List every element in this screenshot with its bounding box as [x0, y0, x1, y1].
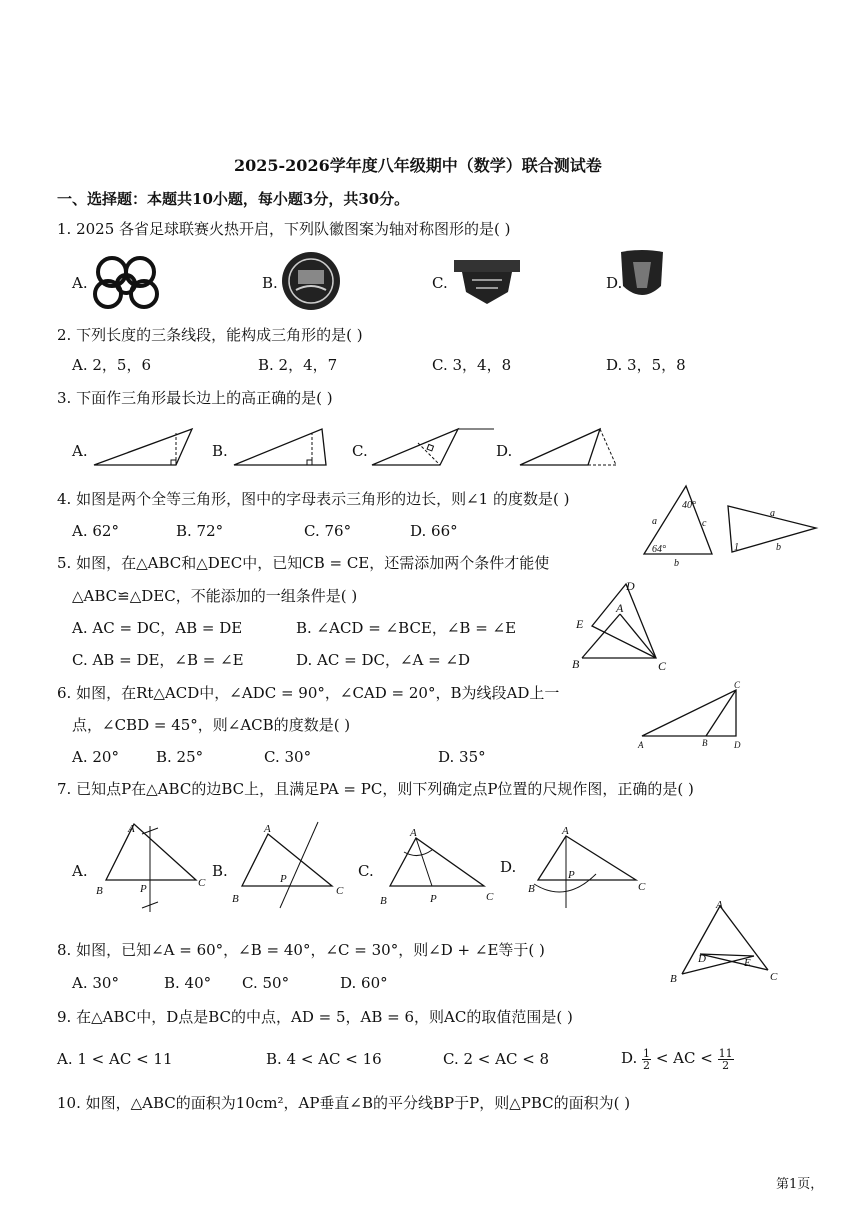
q5-label-b: B	[572, 657, 580, 670]
q9-frac-b-num: 11	[718, 1046, 733, 1060]
q8-label-b: B	[670, 973, 677, 985]
q8-label-e: E	[744, 957, 751, 969]
q7d-label-p: P	[568, 869, 575, 881]
q9-option-b: B. 4 < AC < 16	[266, 1050, 382, 1068]
q7d-label-a: A	[562, 825, 569, 837]
question-1-stem: 1. 2025 各省足球联赛火热开启，下列队徽图案为轴对称图形的是( )	[57, 220, 511, 238]
q2-option-b: B. 2，4，7	[258, 356, 338, 374]
q2-option-c: C. 3，4，8	[432, 356, 512, 374]
q7-figure-c	[376, 826, 496, 912]
question-8-stem: 8. 如图，已知∠A = 60°，∠B = 40°，∠C = 30°，则∠D + ∠E等于( )	[57, 941, 545, 959]
question-7-stem: 7. 已知点P在△ABC的边BC上，且满足PA = PC，则下列确定点P位置的尺规作图，正确的是( )	[57, 780, 694, 798]
q7-figure-a	[92, 820, 212, 916]
q1-option-a: A.	[72, 274, 88, 292]
q4-label-angle-64: 64°	[652, 544, 666, 555]
q5-figure	[570, 578, 670, 670]
q5-label-e: E	[576, 617, 584, 631]
q7-option-a: A.	[72, 862, 88, 880]
q7b-label-p: P	[280, 873, 287, 885]
q4-option-d: D. 66°	[410, 522, 458, 540]
q8-option-a: A. 30°	[72, 974, 119, 992]
team-badge-c-image	[452, 254, 522, 306]
question-6-stem: 6. 如图，在Rt△ACD中，∠ADC = 90°，∠CAD = 20°，B为线段AD上一	[57, 684, 560, 702]
q8-option-d: D. 60°	[340, 974, 388, 992]
question-5-stem-2: △ABC≌△DEC，不能添加的一组条件是( )	[72, 587, 358, 605]
q6-option-d: D. 35°	[438, 748, 486, 766]
q9-option-d-middle: < AC <	[655, 1049, 713, 1067]
q5-label-a: A	[616, 601, 624, 615]
q9-option-a: A. 1 < AC < 11	[57, 1050, 173, 1068]
team-badge-a-image	[88, 250, 164, 314]
q4-label-angle-40: 40°	[682, 500, 696, 511]
q6-label-a: A	[638, 740, 644, 750]
q8-label-d: D	[698, 953, 706, 965]
q7b-label-c: C	[336, 885, 344, 897]
q4-option-b: B. 72°	[176, 522, 224, 540]
q3-figure-a	[92, 425, 202, 470]
q7b-label-a: A	[264, 823, 271, 835]
q5-option-a: A. AC = DC，AB = DE	[72, 619, 243, 637]
q4-label-b-left: b	[674, 558, 679, 568]
q8-figure	[666, 898, 786, 988]
q7a-label-c: C	[198, 877, 206, 889]
q9-fraction-eleven-half	[718, 1048, 734, 1071]
q6-option-b: B. 25°	[156, 748, 204, 766]
q7c-label-a: A	[410, 827, 417, 839]
q7d-label-c: C	[638, 881, 646, 893]
q4-option-c: C. 76°	[304, 522, 352, 540]
q6-label-b: B	[702, 738, 708, 748]
q7-figure-b	[228, 820, 354, 916]
q4-label-c-left: c	[702, 518, 707, 529]
q3-option-c: C.	[352, 442, 368, 460]
q7a-label-a: A	[128, 823, 135, 835]
q3-option-d: D.	[496, 442, 513, 460]
q3-figure-c	[370, 425, 496, 470]
q7-option-d: D.	[500, 858, 517, 876]
q7c-label-b: B	[380, 895, 387, 907]
q9-option-d	[621, 1043, 734, 1073]
q6-option-a: A. 20°	[72, 748, 119, 766]
q9-frac-a-den: 2	[643, 1058, 651, 1072]
question-4-stem: 4. 如图是两个全等三角形，图中的字母表示三角形的边长，则∠1 的度数是( )	[57, 490, 570, 508]
team-badge-b-image	[280, 250, 342, 312]
q2-option-a: A. 2，5，6	[72, 356, 151, 374]
q7a-label-p: P	[140, 883, 147, 895]
question-9-stem: 9. 在△ABC中，D点是BC的中点，AD = 5，AB = 6，则AC的取值范围是( )	[57, 1008, 573, 1026]
q3-option-b: B.	[212, 442, 228, 460]
q7b-label-b: B	[232, 893, 239, 905]
q7-figure-d	[524, 822, 654, 912]
q3-figure-d	[518, 425, 622, 470]
q5-label-d: D	[626, 579, 635, 593]
q7-option-c: C.	[358, 862, 374, 880]
q7c-label-p: P	[430, 893, 437, 905]
q6-option-c: C. 30°	[264, 748, 312, 766]
page-title: 2025-2026学年度八年级期中（数学）联合测试卷	[234, 156, 602, 175]
q9-option-c: C. 2 < AC < 8	[443, 1050, 550, 1068]
q3-figure-b	[232, 425, 332, 470]
q1-option-b: B.	[262, 274, 278, 292]
q9-option-d-label: D.	[621, 1049, 638, 1067]
q4-label-b-right: b	[776, 542, 781, 553]
team-badge-d-image	[617, 248, 667, 306]
q5-option-b: B. ∠ACD = ∠BCE，∠B = ∠E	[296, 619, 517, 637]
question-10-stem: 10. 如图，△ABC的面积为10cm²，AP垂直∠B的平分线BP于P，则△PBC的面积为( )	[57, 1094, 631, 1112]
q7d-label-b: B	[528, 883, 535, 895]
q5-option-d: D. AC = DC，∠A = ∠D	[296, 651, 471, 669]
q2-option-d: D. 3，5，8	[606, 356, 686, 374]
q4-label-angle-1: 1	[734, 542, 739, 553]
q8-label-a: A	[716, 899, 723, 911]
question-6-stem-2: 点，∠CBD = 45°，则∠ACB的度数是( )	[72, 716, 351, 734]
q6-label-c: C	[734, 680, 741, 690]
q5-label-c: C	[658, 659, 667, 670]
q4-figure	[640, 482, 822, 568]
q8-label-c: C	[770, 971, 778, 983]
q7-option-b: B.	[212, 862, 228, 880]
q9-frac-a-num: 1	[643, 1046, 651, 1060]
q6-label-d: D	[734, 740, 741, 750]
q4-label-a-right: a	[770, 508, 775, 519]
q8-option-b: B. 40°	[164, 974, 212, 992]
question-5-stem: 5. 如图，在△ABC和△DEC中，已知CB = CE，还需添加两个条件才能使	[57, 554, 550, 572]
q6-figure	[636, 680, 746, 752]
q4-label-a: a	[652, 516, 657, 527]
section-heading: 一、选择题：本题共10小题，每小题3分，共30分。	[57, 190, 410, 208]
q8-option-c: C. 50°	[242, 974, 290, 992]
q3-option-a: A.	[72, 442, 88, 460]
q7c-label-c: C	[486, 891, 494, 903]
q7a-label-b: B	[96, 885, 103, 897]
page-number: 第1页，	[776, 1177, 824, 1192]
q1-option-d: D.	[606, 274, 623, 292]
q1-option-c: C.	[432, 274, 448, 292]
q9-frac-b-den: 2	[722, 1058, 730, 1072]
q9-fraction-half	[642, 1048, 651, 1071]
q4-option-a: A. 62°	[72, 522, 119, 540]
question-2-stem: 2. 下列长度的三条线段，能构成三角形的是( )	[57, 326, 363, 344]
question-3-stem: 3. 下面作三角形最长边上的高正确的是( )	[57, 389, 333, 407]
q5-option-c: C. AB = DE，∠B = ∠E	[72, 651, 244, 669]
